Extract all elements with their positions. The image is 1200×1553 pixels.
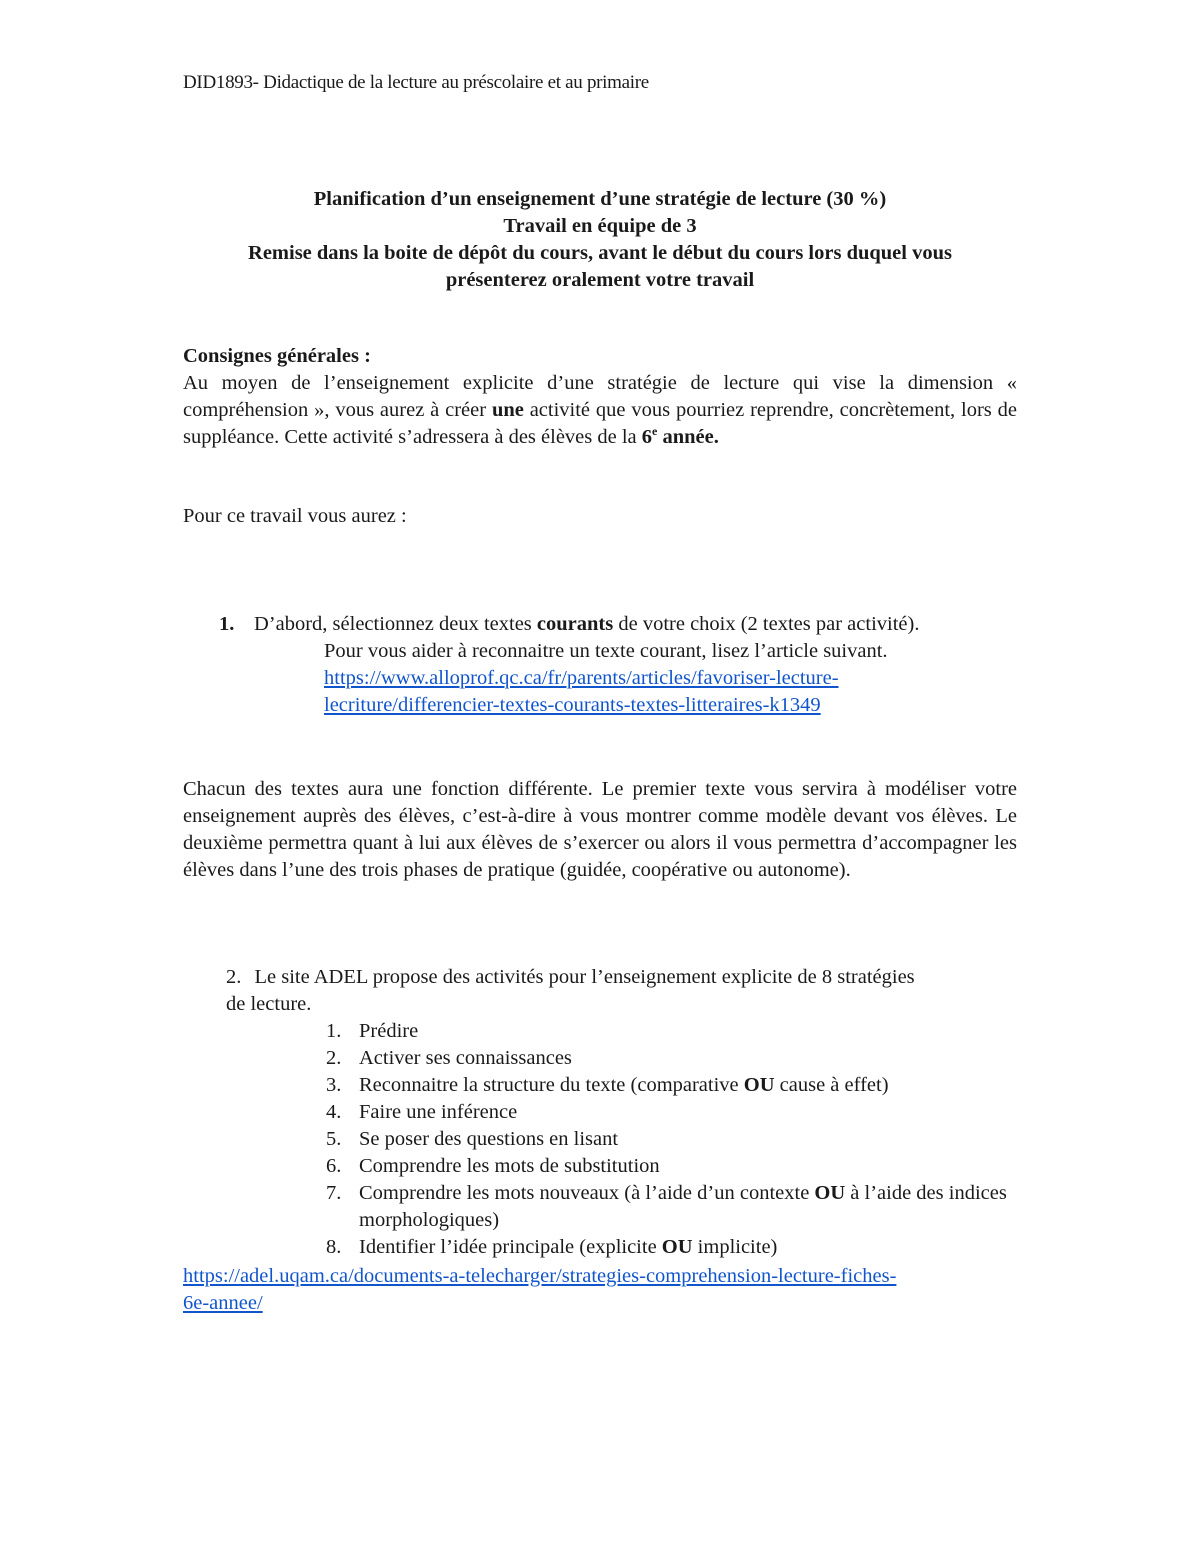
consignes-heading: Consignes générales : <box>183 345 371 367</box>
title-line-1: Planification d’un enseignement d’une stratégie de lecture (30 %) <box>313 188 887 210</box>
item-1-text <box>254 611 1017 638</box>
strategy-number: 6. <box>326 1155 342 1177</box>
strategy-text: Comprendre les mots de substitution <box>359 1155 660 1177</box>
strategy-number: 1. <box>326 1020 342 1042</box>
strategy-text: Prédire <box>359 1020 419 1042</box>
strategy-item <box>183 1153 1017 1180</box>
grade-word: année. <box>657 426 719 448</box>
strategy-text: Identifier l’idée principale (explicite <box>359 1236 662 1258</box>
strategy-text: Se poser des questions en lisant <box>359 1128 619 1150</box>
consignes-text-a: Au moyen de l’enseignement explicite d’une stratégie de lecture qui vise la dimension « compréhension », vous aurez à créer <box>183 372 1017 421</box>
item-1-text-a: D’abord, sélectionnez deux textes <box>254 613 537 635</box>
adel-link-line-1[interactable]: https://adel.uqam.ca/documents-a-telecharger/strategies-comprehension-lecture-fiches- <box>183 1265 897 1287</box>
course-header: DID1893- Didactique de la lecture au préscolaire et au primaire <box>183 72 649 93</box>
strategy-number: 5. <box>326 1128 342 1150</box>
strategy-text: Comprendre les mots nouveaux (à l’aide d’un contexte <box>359 1182 815 1204</box>
strategy-number: 2. <box>326 1047 342 1069</box>
strategy-text: Activer ses connaissances <box>359 1047 572 1069</box>
intro-line: Pour ce travail vous aurez : <box>183 505 407 527</box>
grade-number: 6 <box>641 426 653 448</box>
title-line-3: Remise dans la boite de dépôt du cours, avant le début du cours lors duquel vous <box>248 242 952 264</box>
item-2-text-line-1: Le site ADEL propose des activités pour l’enseignement explicite de 8 stratégies <box>254 966 915 988</box>
strategy-number: 8. <box>326 1236 342 1258</box>
item-2-text-line-2: de lecture. <box>226 993 312 1015</box>
adel-link[interactable] <box>183 1263 1017 1317</box>
fonctions-paragraph: Chacun des textes aura une fonction différente. Le premier texte vous servira à modéliser votre enseignement auprès des élèves, c’est-à-dire à vous montrer comme modèle devant vos élèves. Le deuxième permettra quant à lui aux élèves de s’exercer ou alors il vous permettra d’accompagner les élèves dans l’une des trois phases de pratique (guidée, coopérative ou autonome). <box>183 778 1017 881</box>
alloprof-link[interactable] <box>324 665 1017 719</box>
grade-superscript: e <box>652 424 658 439</box>
grade-label <box>642 426 719 448</box>
strategy-text-end: cause à effet) <box>774 1074 889 1096</box>
consignes-bold-une: une <box>491 399 524 421</box>
strategy-text-end: à l’aide des indices morphologiques) <box>359 1182 1007 1231</box>
instruction-item-1 <box>183 611 1017 719</box>
adel-link-line-2[interactable]: 6e-annee/ <box>183 1292 263 1314</box>
consignes-text-b: activité que vous pourriez reprendre, concrètement, lors de suppléance. Cette activité s’adressera à des élèves de la <box>183 399 1017 448</box>
item-1-text-b: de votre choix (2 textes par activité). <box>613 613 920 635</box>
item-2-line-1 <box>226 964 1017 991</box>
title-line-4: présenterez oralement votre travail <box>445 269 755 291</box>
consignes-paragraph <box>183 370 1017 451</box>
alloprof-link-line-1[interactable]: https://www.alloprof.qc.ca/fr/parents/articles/favoriser-lecture- <box>324 667 839 689</box>
strategy-text: Reconnaitre la structure du texte (comparative <box>359 1074 744 1096</box>
strategy-item <box>183 1234 1017 1261</box>
strategies-list <box>183 1018 1017 1261</box>
strategy-number: 4. <box>326 1101 342 1123</box>
strategy-text: Faire une inférence <box>359 1101 518 1123</box>
alloprof-link-line-2[interactable]: lecriture/differencier-textes-courants-textes-litteraires-k1349 <box>324 694 821 716</box>
item-2-number: 2. <box>226 966 242 988</box>
document-title <box>183 186 1017 294</box>
strategy-item <box>183 1072 1017 1099</box>
item-1-help: Pour vous aider à reconnaitre un texte courant, lisez l’article suivant. <box>324 640 888 662</box>
strategy-text-end: implicite) <box>692 1236 778 1258</box>
strategy-item <box>183 1126 1017 1153</box>
strategy-item <box>183 1180 1017 1234</box>
strategy-bold-ou: OU <box>743 1074 775 1096</box>
strategy-bold-ou: OU <box>814 1182 846 1204</box>
strategy-bold-ou: OU <box>661 1236 693 1258</box>
item-1-bold-courants: courants <box>536 613 614 635</box>
strategy-number: 7. <box>326 1182 342 1204</box>
strategy-item <box>183 1045 1017 1072</box>
instruction-item-2 <box>183 964 1017 1261</box>
title-line-2: Travail en équipe de 3 <box>503 215 697 237</box>
consignes-section <box>183 343 1017 451</box>
strategy-item <box>183 1099 1017 1126</box>
strategy-number: 3. <box>326 1074 342 1096</box>
strategy-item <box>183 1018 1017 1045</box>
item-1-number: 1. <box>219 613 235 635</box>
